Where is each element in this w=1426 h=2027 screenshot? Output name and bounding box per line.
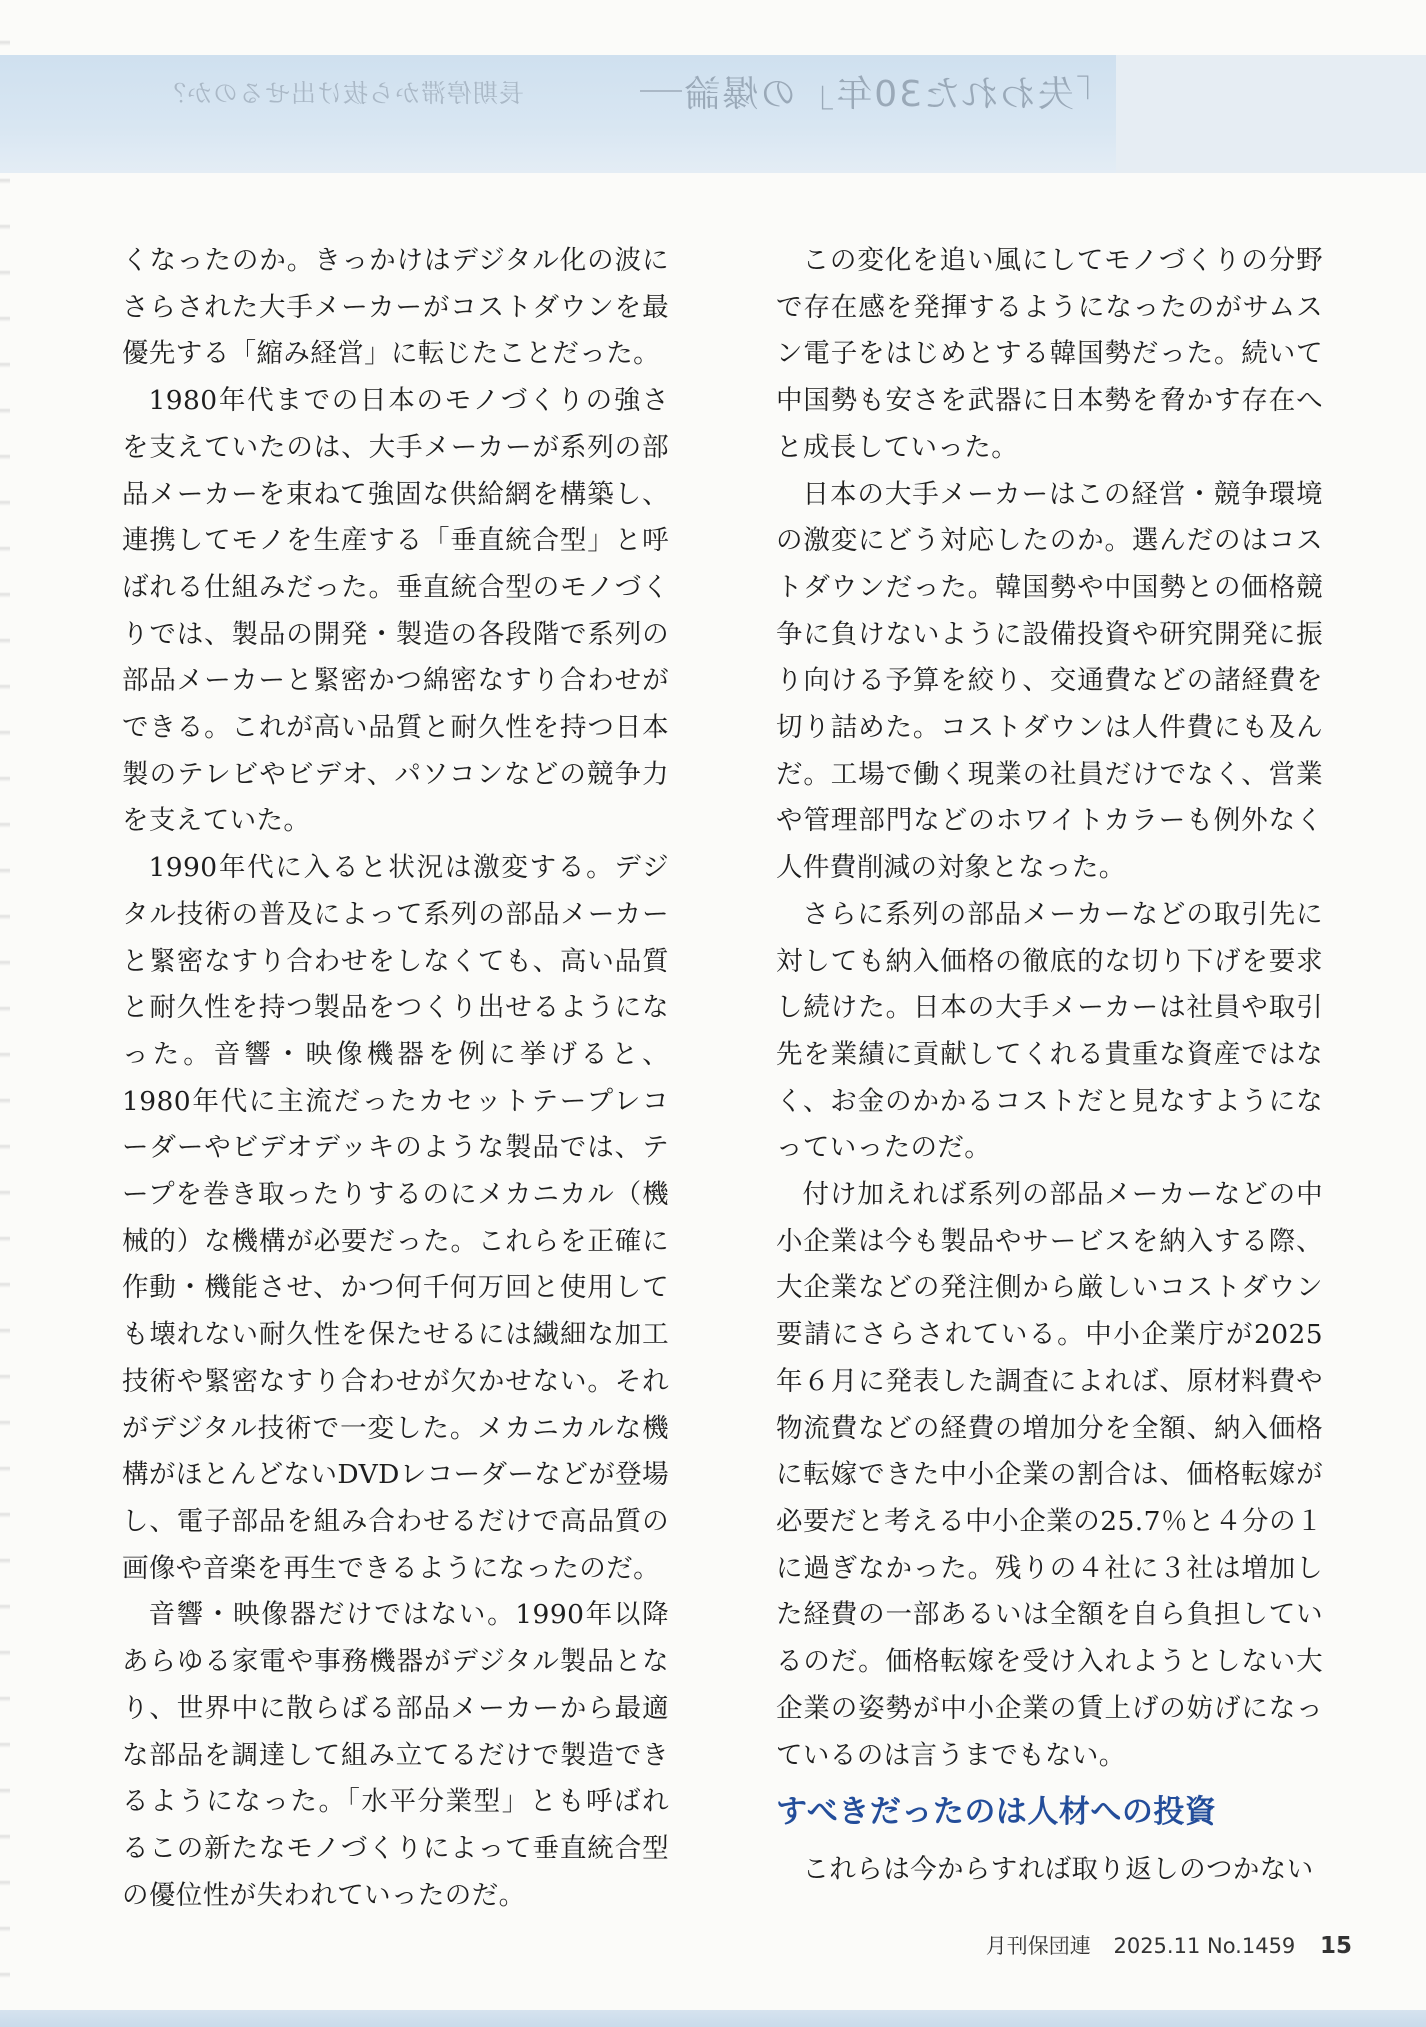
right-column	[776, 238, 1323, 1894]
paragraph: 1990年代に入ると状況は激変する。デジタル技術の普及によって系列の部品メーカーと緊密なすり合わせをしなくても、高い品質と耐久性を持つ製品をつくり出せるようになった。音響・映像機器を例に挙げると、1980年代に主流だったカセットテープレコーダーやビデオデッキのような製品では、テープを巻き取ったりするのにメカニカル（機械的）な機構が必要だった。これらを正確に作動・機能させ、かつ何千何万回と使用しても壊れない耐久性を保たせるには繊細な加工技術や緊密なすり合わせが欠かせない。それがデジタル技術で一変した。メカニカルな機構がほとんどないDVDレコーダーなどが登場し、電子部品を組み合わせるだけで高品質の画像や音楽を再生できるようになったのだ。	[122, 852, 669, 1584]
paragraph: くなったのか。きっかけはデジタル化の波にさらされた大手メーカーがコストダウンを最優先する「縮み経営」に転じたことだった。	[122, 245, 669, 370]
header-decoration	[1116, 55, 1426, 173]
paragraph: 付け加えれば系列の部品メーカーなどの中小企業は今も製品やサービスを納入する際、大企業などの発注側から厳しいコストダウン要請にさらされている。中小企業庁が2025年６月に発表した調査によれば、原材料費や物流費などの経費の増加分を全額、納入価格に転嫁できた中小企業の割合は、価格転嫁が必要だと考える中小企業の25.7％と４分の１に過ぎなかった。残りの４社に３社は増加した経費の一部あるいは全額を自ら負担しているのだ。価格転嫁を受け入れようとしない大企業の姿勢が中小企業の賃上げの妨げになっているのは言うまでもない。	[776, 1179, 1323, 1771]
footer-band	[0, 2010, 1426, 2027]
paragraph: これらは今からすれば取り返しのつかない	[802, 1854, 1314, 1886]
magazine-name: 月刊保団連	[985, 1934, 1091, 1958]
section-heading: すべきだったのは人材への投資	[776, 1794, 1217, 1831]
paragraph: 音響・映像器だけではない。1990年以降あらゆる家電や事務機器がデジタル製品となり、世界中に散らばる部品メーカーから最適な部品を調達して組み立てるだけで製造できるようになった。「水平分業型」とも呼ばれるこの新たなモノづくりによって垂直統合型の優位性が失われていったのだ。	[122, 1599, 669, 1911]
paragraph: さらに系列の部品メーカーなどの取引先に対しても納入価格の徹底的な切り下げを要求し続けた。日本の大手メーカーは社員や取引先を業績に貢献してくれる貴重な資産ではなく、お金のかかるコストだと見なすようになっていったのだ。	[776, 898, 1323, 1164]
issue-number: 2025.11 No.1459	[1113, 1934, 1296, 1958]
left-column	[122, 238, 669, 1919]
header-title: 「失われた30年」の爆論	[682, 74, 1112, 115]
scan-edge	[0, 0, 10, 2027]
paragraph: 1980年代までの日本のモノづくりの強さを支えていたのは、大手メーカーが系列の部品メーカーを束ねて強固な供給網を構築し、連携してモノを生産する「垂直統合型」と呼ばれる仕組みだった。垂直統合型のモノづくりでは、製品の開発・製造の各段階で系列の部品メーカーと緊密かつ綿密なすり合わせができる。これが高い品質と耐久性を持つ日本製のテレビやビデオ、パソコンなどの競争力を支えていた。	[122, 385, 669, 837]
paragraph: 日本の大手メーカーはこの経営・競争環境の激変にどう対応したのか。選んだのはコストダウンだった。韓国勢や中国勢との価格競争に負けないように設備投資や研究開発に振り向ける予算を絞り、交通費などの諸経費を切り詰めた。コストダウンは人件費にも及んだ。工場で働く現業の社員だけでなく、営業や管理部門などのホワイトカラーも例外なく人件費削減の対象となった。	[776, 478, 1323, 884]
page-footer	[986, 1930, 1352, 1960]
page-number: 15	[1319, 1933, 1352, 1959]
header-series-subtitle: 長期停滞から抜け出せるのか？	[160, 79, 525, 108]
header-divider	[640, 90, 682, 92]
paragraph: この変化を追い風にしてモノづくりの分野で存在感を発揮するようになったのがサムスン電子をはじめとする韓国勢だった。続いて中国勢も安さを武器に日本勢を脅かす存在へと成長していった。	[776, 245, 1323, 463]
